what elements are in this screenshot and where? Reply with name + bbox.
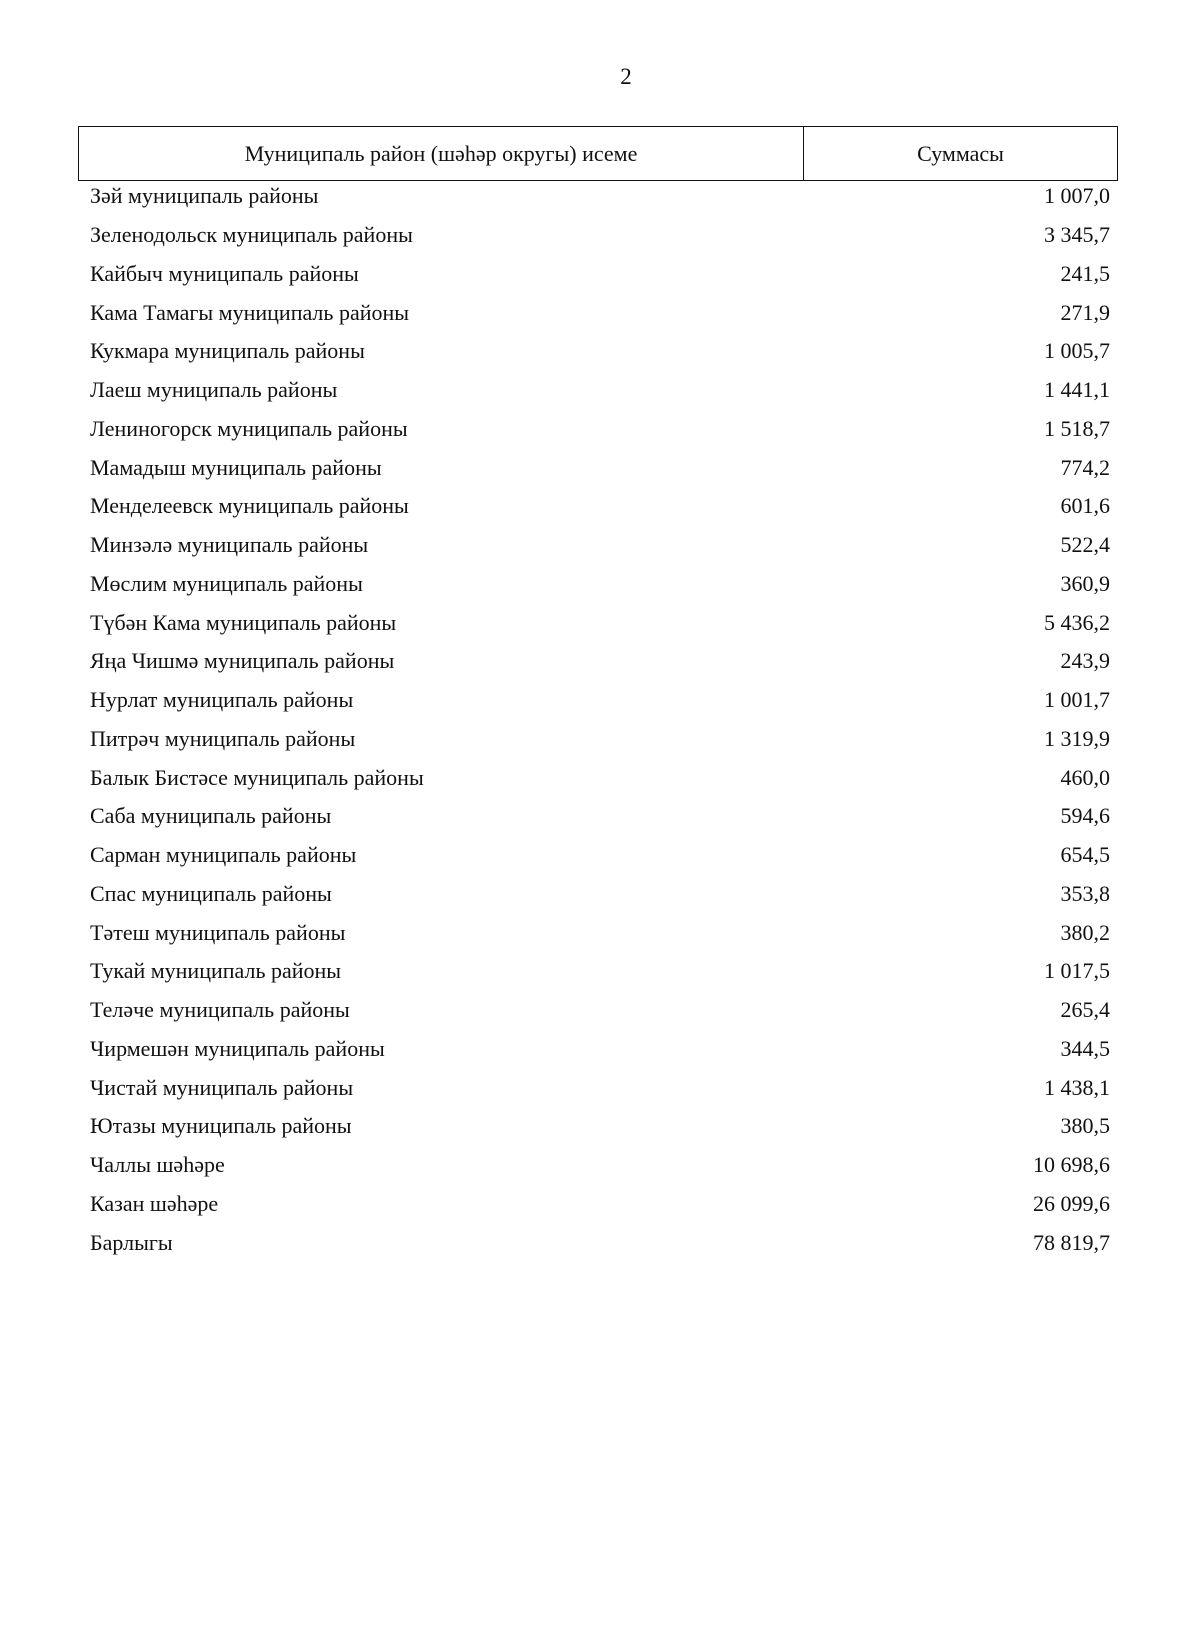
row-value: 353,8 bbox=[1060, 880, 1110, 906]
row-name: Чистай муниципаль районы bbox=[90, 1074, 354, 1100]
table-row bbox=[90, 875, 1110, 914]
row-value: 1 438,1 bbox=[1044, 1074, 1110, 1100]
table-row bbox=[90, 603, 1110, 642]
row-name: Барлыгы bbox=[90, 1229, 173, 1255]
table-row bbox=[90, 836, 1110, 875]
row-name: Питрәч муниципаль районы bbox=[90, 725, 356, 751]
row-value: 460,0 bbox=[1060, 764, 1110, 790]
row-name: Теләче муниципаль районы bbox=[90, 997, 350, 1023]
row-name: Кукмара муниципаль районы bbox=[90, 338, 365, 364]
row-value: 1 441,1 bbox=[1044, 377, 1110, 403]
row-name: Кама Тамагы муниципаль районы bbox=[90, 299, 410, 325]
row-name: Чаллы шәһәре bbox=[90, 1152, 225, 1178]
table-row bbox=[90, 758, 1110, 797]
table-body bbox=[90, 177, 1110, 1262]
row-name: Түбән Кама муниципаль районы bbox=[90, 609, 397, 635]
page-number: 2 bbox=[620, 64, 632, 89]
row-value: 271,9 bbox=[1060, 299, 1110, 325]
row-value: 654,5 bbox=[1060, 842, 1110, 868]
row-name: Лениногорск муниципаль районы bbox=[90, 415, 408, 441]
row-value: 380,2 bbox=[1060, 919, 1110, 945]
row-name: Менделеевск муниципаль районы bbox=[90, 493, 409, 519]
table-header bbox=[78, 126, 1118, 181]
table-row bbox=[90, 565, 1110, 604]
row-name: Спас муниципаль районы bbox=[90, 880, 332, 906]
table-row bbox=[90, 681, 1110, 720]
row-name: Зәй муниципаль районы bbox=[90, 183, 319, 209]
row-name: Тәтеш муниципаль районы bbox=[90, 919, 346, 945]
table-row bbox=[90, 1185, 1110, 1224]
column-header-sum: Суммасы bbox=[917, 140, 1004, 166]
row-value: 78 819,7 bbox=[1033, 1229, 1110, 1255]
row-name: Минзәлә муниципаль районы bbox=[90, 532, 369, 558]
table-row bbox=[90, 1223, 1110, 1262]
row-value: 522,4 bbox=[1060, 532, 1110, 558]
row-name: Тукай муниципаль районы bbox=[90, 958, 342, 984]
row-name: Лаеш муниципаль районы bbox=[90, 377, 338, 403]
table-row bbox=[90, 487, 1110, 526]
table-row bbox=[90, 332, 1110, 371]
row-name: Казан шәһәре bbox=[90, 1190, 219, 1216]
row-value: 1 319,9 bbox=[1044, 725, 1110, 751]
row-value: 3 345,7 bbox=[1044, 222, 1110, 248]
table-row bbox=[90, 371, 1110, 410]
row-value: 601,6 bbox=[1060, 493, 1110, 519]
row-value: 774,2 bbox=[1060, 454, 1110, 480]
row-value: 380,5 bbox=[1060, 1113, 1110, 1139]
table-row bbox=[90, 255, 1110, 294]
row-name: Мөслим муниципаль районы bbox=[90, 570, 363, 596]
row-value: 243,9 bbox=[1060, 648, 1110, 674]
table-row bbox=[90, 642, 1110, 681]
row-value: 594,6 bbox=[1060, 803, 1110, 829]
table-row bbox=[90, 216, 1110, 255]
row-value: 241,5 bbox=[1060, 260, 1110, 286]
row-value: 1 005,7 bbox=[1044, 338, 1110, 364]
table-row bbox=[90, 177, 1110, 216]
row-value: 265,4 bbox=[1060, 997, 1110, 1023]
row-value: 344,5 bbox=[1060, 1035, 1110, 1061]
table-row bbox=[90, 293, 1110, 332]
row-name: Сарман муниципаль районы bbox=[90, 842, 357, 868]
table-row bbox=[90, 526, 1110, 565]
row-name: Мамадыш муниципаль районы bbox=[90, 454, 382, 480]
row-name: Нурлат муниципаль районы bbox=[90, 687, 354, 713]
row-value: 10 698,6 bbox=[1033, 1152, 1110, 1178]
row-name: Зеленодольск муниципаль районы bbox=[90, 222, 413, 248]
row-value: 360,9 bbox=[1060, 570, 1110, 596]
row-value: 26 099,6 bbox=[1033, 1190, 1110, 1216]
row-value: 1 017,5 bbox=[1044, 958, 1110, 984]
row-value: 1 518,7 bbox=[1044, 415, 1110, 441]
table-row bbox=[90, 1146, 1110, 1185]
table-row bbox=[90, 1030, 1110, 1069]
row-name: Балык Бистәсе муниципаль районы bbox=[90, 764, 424, 790]
column-header-name: Муниципаль район (шәһәр округы) исеме bbox=[79, 127, 804, 180]
row-value: 1 001,7 bbox=[1044, 687, 1110, 713]
row-value: 1 007,0 bbox=[1044, 183, 1110, 209]
table-row bbox=[90, 991, 1110, 1030]
table-row bbox=[90, 1068, 1110, 1107]
row-name: Кайбыч муниципаль районы bbox=[90, 260, 359, 286]
row-name: Саба муниципаль районы bbox=[90, 803, 332, 829]
row-value: 5 436,2 bbox=[1044, 609, 1110, 635]
table-row bbox=[90, 1107, 1110, 1146]
row-name: Чирмешән муниципаль районы bbox=[90, 1035, 385, 1061]
table-row bbox=[90, 448, 1110, 487]
table-row bbox=[90, 797, 1110, 836]
table-row bbox=[90, 913, 1110, 952]
row-name: Ютазы муниципаль районы bbox=[90, 1113, 352, 1139]
table-row bbox=[90, 720, 1110, 759]
table-row bbox=[90, 952, 1110, 991]
row-name: Яңа Чишмә муниципаль районы bbox=[90, 648, 395, 674]
table-row bbox=[90, 410, 1110, 449]
